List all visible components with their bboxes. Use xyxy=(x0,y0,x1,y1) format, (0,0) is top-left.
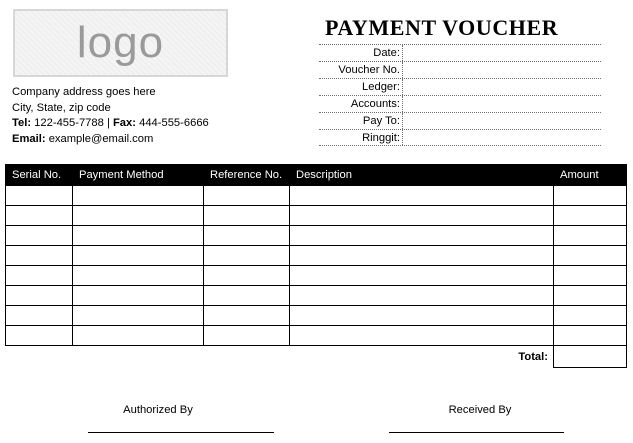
total-row xyxy=(6,346,627,368)
company-address-line2: City, State, zip code xyxy=(12,101,111,114)
cell-payment-method[interactable] xyxy=(73,186,204,206)
ringgit-field[interactable] xyxy=(403,130,601,145)
cell-payment-method[interactable] xyxy=(73,206,204,226)
table-row xyxy=(6,306,627,326)
cell-amount[interactable] xyxy=(554,186,627,206)
cell-payment-method[interactable] xyxy=(73,226,204,246)
table-row xyxy=(6,226,627,246)
cell-reference-no[interactable] xyxy=(204,206,290,226)
meta-row-accounts xyxy=(319,95,601,112)
cell-payment-method[interactable] xyxy=(73,286,204,306)
header-description: Description xyxy=(290,165,554,186)
cell-description[interactable] xyxy=(290,226,554,246)
cell-description[interactable] xyxy=(290,186,554,206)
received-by-signature-line[interactable] xyxy=(389,432,564,433)
cell-amount[interactable] xyxy=(554,226,627,246)
meta-row-voucher-no xyxy=(319,61,601,78)
cell-description[interactable] xyxy=(290,266,554,286)
fax-label: Fax: xyxy=(112,117,136,129)
table-row xyxy=(6,266,627,286)
table-row xyxy=(6,206,627,226)
cell-amount[interactable] xyxy=(554,266,627,286)
cell-description[interactable] xyxy=(290,306,554,326)
cell-serial-no[interactable] xyxy=(6,206,73,226)
company-address-line1: Company address goes here xyxy=(12,86,156,98)
authorized-by-label: Authorized By xyxy=(123,404,193,416)
meta-row-date xyxy=(319,44,601,61)
company-info xyxy=(12,85,209,147)
header-serial-no: Serial No. xyxy=(6,165,73,186)
cell-amount[interactable] xyxy=(554,326,627,346)
cell-reference-no[interactable] xyxy=(204,246,290,266)
pay-to-field[interactable] xyxy=(403,113,601,129)
date-field[interactable] xyxy=(403,45,601,61)
authorized-by-signature-line[interactable] xyxy=(88,432,274,433)
cell-payment-method[interactable] xyxy=(73,306,204,326)
accounts-label: Accounts: xyxy=(319,96,403,112)
voucher-meta-fields xyxy=(319,44,601,146)
cell-reference-no[interactable] xyxy=(204,186,290,206)
ledger-label: Ledger: xyxy=(319,79,403,95)
company-email-line xyxy=(12,132,209,148)
received-by-label: Received By xyxy=(448,404,512,416)
cell-serial-no[interactable] xyxy=(6,286,73,306)
cell-serial-no[interactable] xyxy=(6,246,73,266)
meta-row-ledger xyxy=(319,78,601,95)
cell-description[interactable] xyxy=(290,286,554,306)
contact-separator: | xyxy=(106,117,110,129)
cell-reference-no[interactable] xyxy=(204,306,290,326)
meta-row-ringgit xyxy=(319,129,601,146)
meta-row-pay-to xyxy=(319,112,601,129)
table-row xyxy=(6,246,627,266)
cell-amount[interactable] xyxy=(554,306,627,326)
tel-value: 122-455-7788 xyxy=(34,117,104,129)
header-amount: Amount xyxy=(554,165,627,186)
ringgit-label: Ringgit: xyxy=(319,130,403,145)
payment-items-table xyxy=(5,164,627,368)
header-reference-no: Reference No. xyxy=(204,165,290,186)
total-label: Total: xyxy=(518,350,548,363)
table-row xyxy=(6,186,627,206)
total-row-spacer xyxy=(6,346,290,368)
date-label: Date: xyxy=(319,45,403,61)
cell-payment-method[interactable] xyxy=(73,326,204,346)
cell-reference-no[interactable] xyxy=(204,326,290,346)
cell-amount[interactable] xyxy=(554,206,627,226)
document-title: PAYMENT VOUCHER xyxy=(325,15,559,40)
cell-description[interactable] xyxy=(290,246,554,266)
table-row xyxy=(6,286,627,306)
cell-reference-no[interactable] xyxy=(204,226,290,246)
fax-value: 444-555-6666 xyxy=(139,117,209,129)
cell-description[interactable] xyxy=(290,206,554,226)
cell-payment-method[interactable] xyxy=(73,246,204,266)
cell-serial-no[interactable] xyxy=(6,326,73,346)
cell-serial-no[interactable] xyxy=(6,226,73,246)
pay-to-label: Pay To: xyxy=(319,113,403,129)
cell-reference-no[interactable] xyxy=(204,266,290,286)
total-amount-field[interactable] xyxy=(554,346,627,368)
voucher-no-label: Voucher No. xyxy=(319,62,403,78)
logo-placeholder xyxy=(13,9,228,77)
cell-description[interactable] xyxy=(290,326,554,346)
logo-text: logo xyxy=(76,18,165,67)
ledger-field[interactable] xyxy=(403,79,601,95)
voucher-no-field[interactable] xyxy=(403,62,601,78)
accounts-field[interactable] xyxy=(403,96,601,112)
header-payment-method: Payment Method xyxy=(73,165,204,186)
cell-amount[interactable] xyxy=(554,246,627,266)
cell-serial-no[interactable] xyxy=(6,306,73,326)
cell-amount[interactable] xyxy=(554,286,627,306)
email-value: example@email.com xyxy=(48,132,154,145)
cell-serial-no[interactable] xyxy=(6,186,73,206)
email-label: Email: xyxy=(12,132,46,145)
cell-reference-no[interactable] xyxy=(204,286,290,306)
table-header-row xyxy=(6,165,627,186)
cell-serial-no[interactable] xyxy=(6,266,73,286)
table-row xyxy=(6,326,627,346)
tel-label: Tel: xyxy=(12,117,32,129)
company-phone-line xyxy=(12,116,209,132)
cell-payment-method[interactable] xyxy=(73,266,204,286)
